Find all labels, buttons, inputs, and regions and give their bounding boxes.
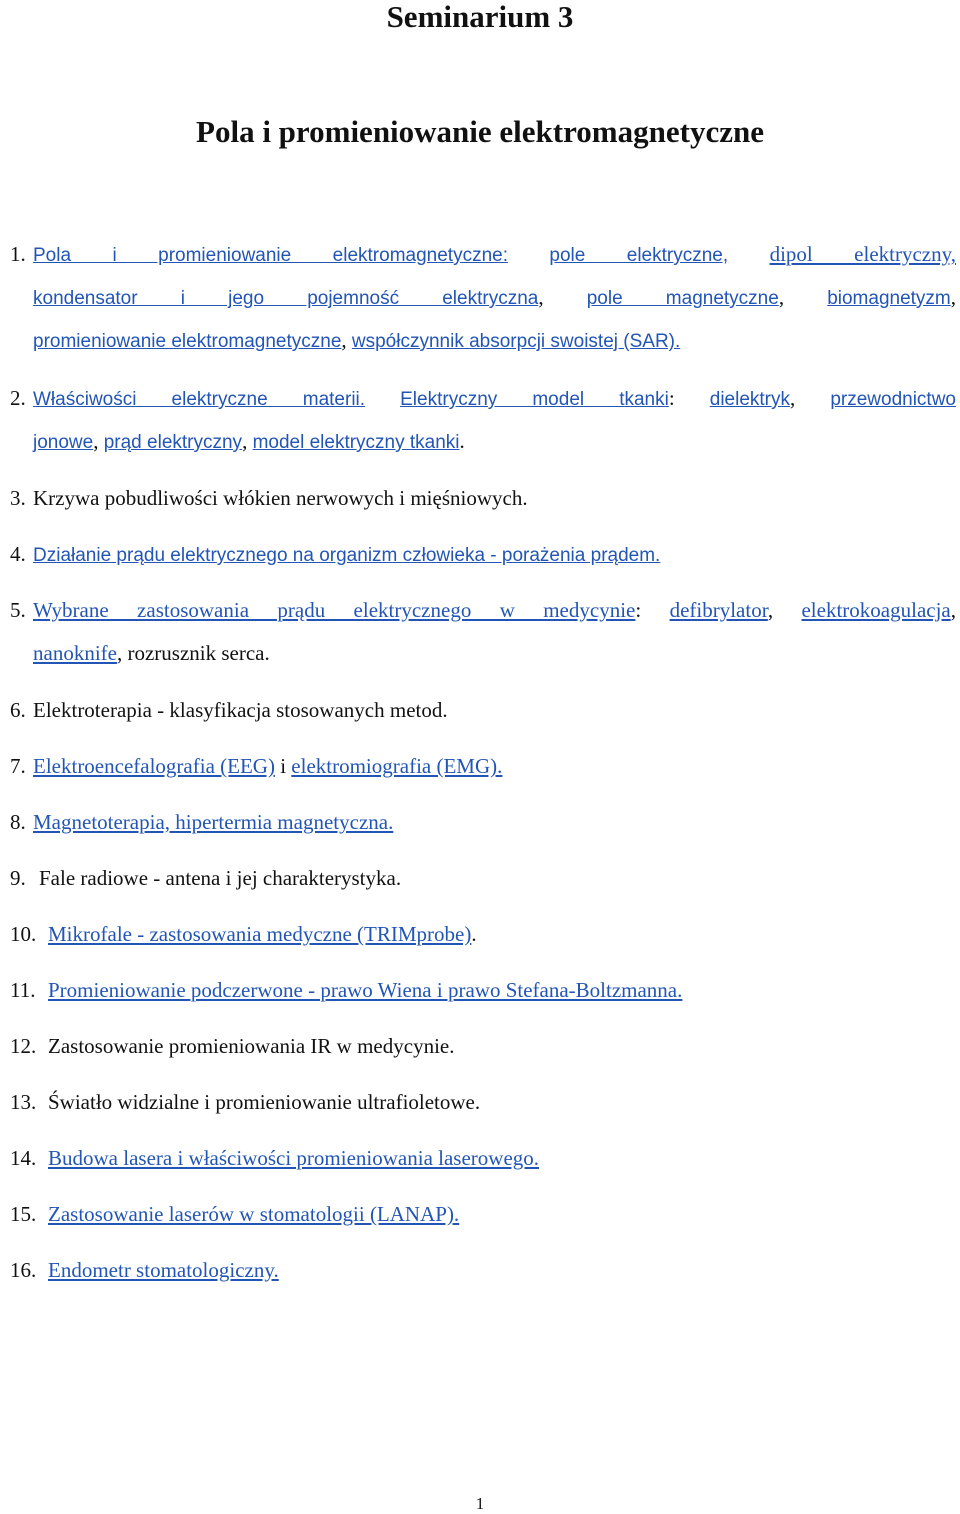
item-number: 2. — [10, 386, 26, 410]
link-dielektryk[interactable]: dielektryk — [709, 389, 790, 410]
list-item-2 — [10, 387, 956, 452]
link-zastosowania-pradu[interactable]: Wybrane zastosowania prądu elektrycznego w medycynie — [33, 598, 636, 622]
item-5-line-1: Wybrane zastosowania prądu elektrycznego w medycynie: defibrylator, elektrokoagulacja, — [33, 598, 956, 622]
link-promieniowanie-em[interactable]: promieniowanie elektromagnetyczne — [33, 331, 342, 352]
item-text: Zastosowanie promieniowania IR w medycynie. — [48, 1034, 455, 1058]
link-model-tkanki[interactable]: Elektryczny model tkanki — [400, 389, 669, 410]
link-endometr[interactable]: Endometr stomatologiczny. — [48, 1258, 279, 1282]
item-2-line-2: jonowe, prąd elektryczny, model elektryczny tkanki. — [33, 429, 465, 453]
link-defibrylator[interactable]: defibrylator — [669, 598, 768, 622]
list-item-9 — [10, 867, 956, 889]
item-number: 11. — [10, 978, 36, 1002]
item-number: 16. — [10, 1258, 37, 1282]
item-number: 4. — [10, 542, 26, 566]
list-item-6 — [10, 699, 956, 721]
list-item-10: 10. Mikrofale - zastosowania medyczne (TRIMprobe). — [10, 922, 477, 946]
page-subtitle: Pola i promieniowanie elektromagnetyczne — [196, 114, 764, 149]
item-number: 14. — [10, 1146, 37, 1170]
link-magnetoterapia[interactable]: Magnetoterapia, hipertermia magnetyczna. — [33, 810, 394, 834]
item-number: 3. — [10, 486, 26, 510]
item-number: 6. — [10, 698, 26, 722]
item-number: 15. — [10, 1202, 37, 1226]
link-pole-elektryczne[interactable]: pole elektryczne, — [549, 245, 729, 266]
list-item-4 — [10, 543, 956, 565]
link-kondensator[interactable]: kondensator i jego pojemność elektryczna — [33, 288, 539, 309]
link-nanoknife[interactable]: nanoknife — [33, 641, 117, 665]
link-prad-elektryczny[interactable]: prąd elektryczny — [103, 432, 243, 453]
link-sar[interactable]: współczynnik absorpcji swoistej (SAR). — [351, 331, 681, 352]
item-number: 8. — [10, 810, 26, 834]
link-mikrofale[interactable]: Mikrofale - zastosowania medyczne (TRIMprobe) — [48, 922, 472, 946]
item-number: 1. — [10, 242, 26, 266]
link-eeg[interactable]: Elektroencefalografia (EEG) — [33, 754, 275, 778]
item-number: 10. — [10, 922, 37, 946]
item-1-line-2: kondensator i jego pojemność elektryczna, pole magnetyczne, biomagnetyzm, — [33, 285, 957, 309]
list-item-1 — [10, 243, 956, 351]
list-item-11 — [10, 979, 956, 1001]
item-text: Krzywa pobudliwości włókien nerwowych i mięśniowych. — [33, 486, 528, 510]
item-2-line-1: Właściwości elektryczne materii. Elektryczny model tkanki: dielektryk, przewodnictwo — [33, 386, 956, 410]
list-item-5 — [10, 599, 956, 664]
item-1-line-1 — [33, 243, 956, 265]
item-1-line-3: promieniowanie elektromagnetyczne, współczynnik absorpcji swoistej (SAR). — [33, 328, 681, 352]
link-przewodnictwo[interactable]: przewodnictwo — [830, 389, 956, 410]
list-item-15 — [10, 1203, 956, 1225]
link-budowa-lasera[interactable]: Budowa lasera i właściwości promieniowania laserowego. — [48, 1146, 540, 1170]
page-number: 1 — [475, 1494, 485, 1513]
link-dipol-elektryczny[interactable]: dipol elektryczny, — [769, 242, 956, 266]
item-number: 12. — [10, 1034, 37, 1058]
item-number: 13. — [10, 1090, 37, 1114]
link-jonowe[interactable]: jonowe — [33, 432, 94, 453]
item-text: Światło widzialne i promieniowanie ultrafioletowe. — [48, 1090, 481, 1114]
item-text: Fale radiowe - antena i jej charakterystyka. — [39, 866, 402, 890]
list-item-7: 7. Elektroencefalografia (EEG) i elektromiografia (EMG). — [10, 754, 503, 778]
link-model-elektryczny-tkanki[interactable]: model elektryczny tkanki — [252, 432, 460, 453]
list-item-13 — [10, 1091, 956, 1113]
list-item-16 — [10, 1259, 956, 1281]
link-biomagnetyzm[interactable]: biomagnetyzm — [827, 288, 951, 309]
list-item-8 — [10, 811, 956, 833]
item-number: 7. — [10, 754, 26, 778]
link-elektrokoagulacja[interactable]: elektrokoagulacja — [801, 598, 951, 622]
link-pola-i-promieniowanie[interactable]: Pola i promieniowanie elektromagnetyczne: — [33, 245, 508, 266]
link-dzialanie-pradu[interactable]: Działanie prądu elektrycznego na organizm człowieka - porażenia prądem. — [33, 545, 661, 566]
item-number: 5. — [10, 598, 26, 622]
list-item-14 — [10, 1147, 956, 1169]
list-item-12 — [10, 1035, 956, 1057]
link-wlasciwosci-elektryczne[interactable]: Właściwości elektryczne materii. — [33, 389, 366, 410]
list-item-3 — [10, 487, 956, 509]
page-title: Seminarium 3 — [386, 0, 574, 34]
link-lanap[interactable]: Zastosowanie laserów w stomatologii (LANAP). — [48, 1202, 460, 1226]
link-podczerwien[interactable]: Promieniowanie podczerwone - prawo Wiena i prawo Stefana-Boltzmanna. — [48, 978, 683, 1002]
item-text: Elektroterapia - klasyfikacja stosowanych metod. — [33, 698, 448, 722]
link-emg[interactable]: elektromiografia (EMG). — [291, 754, 503, 778]
item-number: 9. — [10, 866, 26, 890]
link-pole-magnetyczne[interactable]: pole magnetyczne — [586, 288, 779, 309]
item-5-line-2: nanoknife, rozrusznik serca. — [33, 641, 270, 665]
